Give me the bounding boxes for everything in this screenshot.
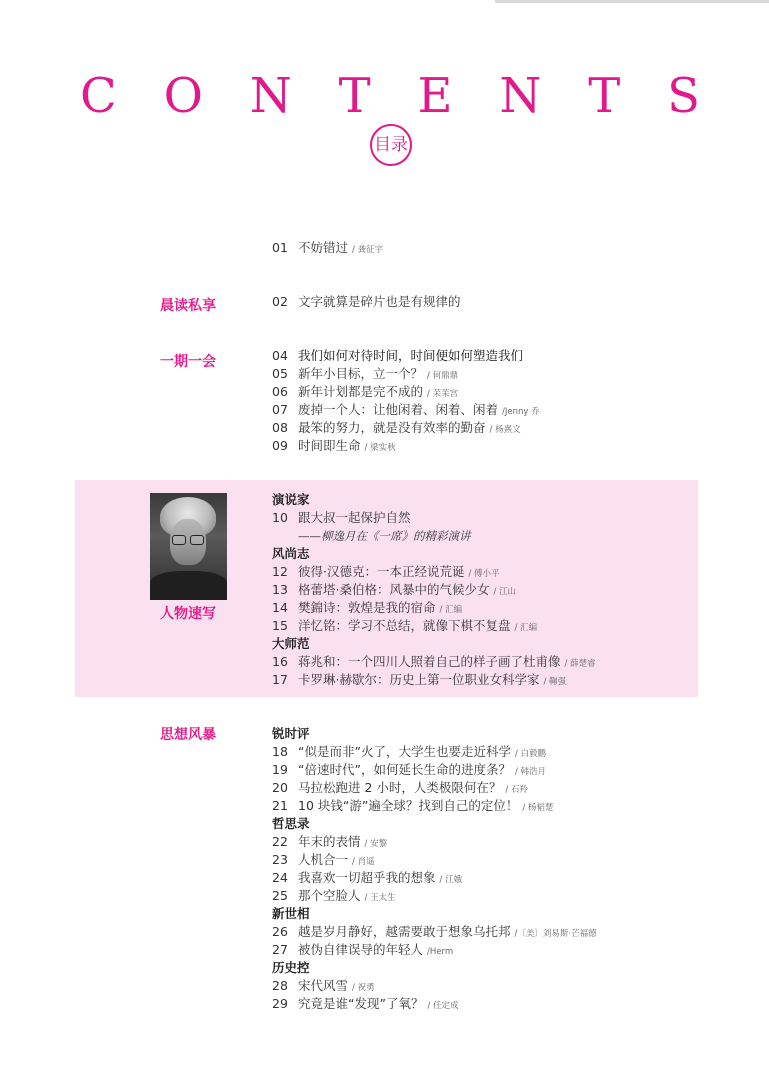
entry-title: 马拉松跑进 2 小时，人类极限何在？ — [298, 780, 502, 795]
entry-author: / 石羚 — [505, 785, 528, 795]
toc-entry[interactable] — [272, 239, 383, 257]
section-sixiang — [272, 725, 597, 1013]
entry-author: / 傅小平 — [468, 569, 500, 579]
entry-title: 我喜欢一切超乎我的想象 — [298, 870, 436, 885]
entry-title: 不妨错过 — [298, 240, 349, 255]
toc-entry[interactable] — [272, 509, 596, 527]
toc-entry[interactable] — [272, 347, 540, 365]
entry-title: 文字就算是碎片也是有规律的 — [298, 294, 461, 309]
page-number: 09 — [272, 438, 288, 453]
entry-title: “似是而非”火了，大学生也要走近科学 — [298, 744, 511, 759]
contents-letter: T — [338, 68, 371, 124]
entry-author: /Jenny 乔 — [502, 407, 540, 417]
page-number: 06 — [272, 384, 288, 399]
entry-title: 宋代风雪 — [298, 978, 349, 993]
page-number: 29 — [272, 996, 288, 1011]
toc-entry[interactable] — [272, 761, 597, 779]
page-number: 23 — [272, 852, 288, 867]
toc-entry[interactable] — [272, 383, 540, 401]
toc-entry[interactable] — [272, 599, 596, 617]
section-label-renwu: 人物速写 — [160, 606, 216, 622]
toc-entry[interactable] — [272, 401, 540, 419]
toc-entry[interactable] — [272, 581, 596, 599]
subsection-heading: 大师范 — [272, 636, 310, 651]
toc-entry[interactable] — [272, 293, 461, 311]
page-number: 18 — [272, 744, 288, 759]
entry-title: 越是岁月静好，越需要敢于想象乌托邦 — [298, 924, 511, 939]
toc-entry[interactable] — [272, 365, 540, 383]
entry-title: 新年小目标，立一个？ — [298, 366, 424, 381]
entry-author: / 何鼎鼎 — [427, 371, 459, 381]
page-number: 27 — [272, 942, 288, 957]
entry-author: / 薛楚睿 — [564, 659, 596, 669]
page-number: 07 — [272, 402, 288, 417]
entry-author: / 龚征宇 — [352, 245, 384, 255]
toc-entry[interactable] — [272, 941, 597, 959]
contents-letter: C — [80, 68, 117, 124]
page-number: 01 — [272, 240, 288, 255]
entry-title: 跟大叔一起保护自然 — [298, 510, 411, 525]
entry-author: / 安黎 — [364, 839, 388, 849]
entry-title: 人机合一 — [298, 852, 349, 867]
entry-author: / 汇编 — [514, 623, 538, 633]
entry-title: 时间即生命 — [298, 438, 361, 453]
entry-author: / 杨韬楚 — [522, 803, 554, 813]
entry-title: 樊錦诗：敦煌是我的宿命 — [298, 600, 436, 615]
entry-title: 究竟是谁“发现”了氧？ — [298, 996, 424, 1011]
page-number: 19 — [272, 762, 288, 777]
toc-entry[interactable] — [272, 977, 597, 995]
section-yiqi — [272, 347, 540, 455]
entry-title: 年末的表情 — [298, 834, 361, 849]
page-number: 15 — [272, 618, 288, 633]
toc-entry[interactable] — [272, 419, 540, 437]
entry-author: / 鞠强 — [543, 677, 567, 687]
entry-author: / 江娥 — [439, 875, 463, 885]
top-edge-bar — [495, 0, 769, 3]
toc-entry[interactable] — [272, 437, 540, 455]
entry-title: 卡罗琳·赫歇尔：历史上第一位职业女科学家 — [298, 672, 540, 687]
entry-author: / 任定成 — [427, 1001, 459, 1011]
subsection-heading: 锐时评 — [272, 726, 310, 741]
page-number: 14 — [272, 600, 288, 615]
entry-title: 格蕾塔·桑伯格：风暴中的气候少女 — [298, 582, 490, 597]
entry-title: 蒋兆和：一个四川人照着自己的样子画了杜甫像 — [298, 654, 561, 669]
toc-entry[interactable] — [272, 923, 597, 941]
section-intro — [272, 239, 383, 257]
entry-author: / 苿苿宫 — [427, 389, 459, 399]
subsection-heading: 新世相 — [272, 906, 310, 921]
toc-entry[interactable] — [272, 653, 596, 671]
entry-author: / 韩浩月 — [514, 767, 547, 777]
subsection-heading: 历史控 — [272, 960, 310, 975]
entry-author: / 祝勇 — [352, 983, 375, 993]
page-number: 04 — [272, 348, 288, 363]
page-number: 13 — [272, 582, 288, 597]
page-number: 21 — [272, 798, 288, 813]
entry-title: 洋忆铭：学习不总结，就像下棋不复盘 — [298, 618, 511, 633]
toc-entry[interactable] — [272, 743, 597, 761]
toc-entry[interactable] — [272, 617, 596, 635]
page-number: 08 — [272, 420, 288, 435]
entry-author: /〔美〕刘易斯·芒福德 — [514, 929, 597, 939]
entry-title: 10 块钱“游”遍全球？找到自己的定位！ — [298, 798, 519, 813]
toc-entry[interactable] — [272, 851, 597, 869]
page-number: 02 — [272, 294, 288, 309]
toc-entry[interactable] — [272, 887, 597, 905]
entry-subtitle: ——柳逸月在《一席》的精彩演讲 — [298, 529, 471, 543]
page-number: 20 — [272, 780, 288, 795]
page-number: 28 — [272, 978, 288, 993]
page-number: 22 — [272, 834, 288, 849]
entry-author: / 王太生 — [364, 893, 396, 903]
page-number: 17 — [272, 672, 288, 687]
entry-title: “倍速时代”，如何延长生命的进度条？ — [298, 762, 511, 777]
entry-title: 被伪自律误导的年轻人 — [298, 942, 424, 957]
toc-entry[interactable] — [272, 563, 596, 581]
subsection-heading: 哲思录 — [272, 816, 310, 831]
page-number: 05 — [272, 366, 288, 381]
entry-author: / 江山 — [493, 587, 517, 597]
section-renwu — [272, 491, 596, 689]
section-label-chendu: 晨读私享 — [160, 298, 216, 314]
section-label-sixiang: 思想风暴 — [160, 727, 216, 743]
entry-author: / 汇编 — [439, 605, 463, 615]
subsection-heading: 演说家 — [272, 492, 310, 507]
toc-entry[interactable] — [272, 995, 597, 1013]
page-number: 10 — [272, 510, 288, 525]
portrait-photo — [150, 493, 227, 600]
toc-entry[interactable] — [272, 833, 597, 851]
contents-letter: N — [249, 68, 292, 124]
entry-title: 我们如何对待时间，时间便如何塑造我们 — [298, 348, 524, 363]
page-number: 16 — [272, 654, 288, 669]
page-number: 12 — [272, 564, 288, 579]
contents-heading — [80, 68, 700, 124]
contents-letter: T — [588, 68, 621, 124]
page-number: 26 — [272, 924, 288, 939]
entry-title: 新年计划都是完不成的 — [298, 384, 424, 399]
entry-title: 那个空脸人 — [298, 888, 361, 903]
toc-entry[interactable] — [272, 779, 597, 797]
section-chendu — [272, 293, 461, 311]
page-number: 25 — [272, 888, 288, 903]
section-label-yiqi: 一期一会 — [160, 354, 216, 370]
contents-letter: O — [163, 68, 203, 124]
entry-title: 废掉一个人：让他闲着、闲着、闲着 — [298, 402, 499, 417]
subsection-heading: 风尚志 — [272, 546, 310, 561]
toc-entry[interactable] — [272, 869, 597, 887]
entry-title: 最笨的努力，就是没有效率的勤奋 — [298, 420, 486, 435]
entry-title: 彼得·汉德克：一本正经说荒诞 — [298, 564, 465, 579]
mulu-badge: 目录 — [370, 124, 412, 166]
contents-letter: S — [667, 68, 700, 124]
entry-author: / 杨熹文 — [489, 425, 521, 435]
entry-author: / 肖遥 — [352, 857, 375, 867]
entry-author: / 白毅鹏 — [514, 749, 547, 759]
toc-entry[interactable] — [272, 671, 596, 689]
entry-author: / 梁实秋 — [364, 443, 396, 453]
contents-letter: N — [499, 68, 542, 124]
entry-author: /Herm — [427, 947, 454, 957]
contents-letter: E — [417, 68, 453, 124]
toc-entry[interactable] — [272, 797, 597, 815]
page-number: 24 — [272, 870, 288, 885]
